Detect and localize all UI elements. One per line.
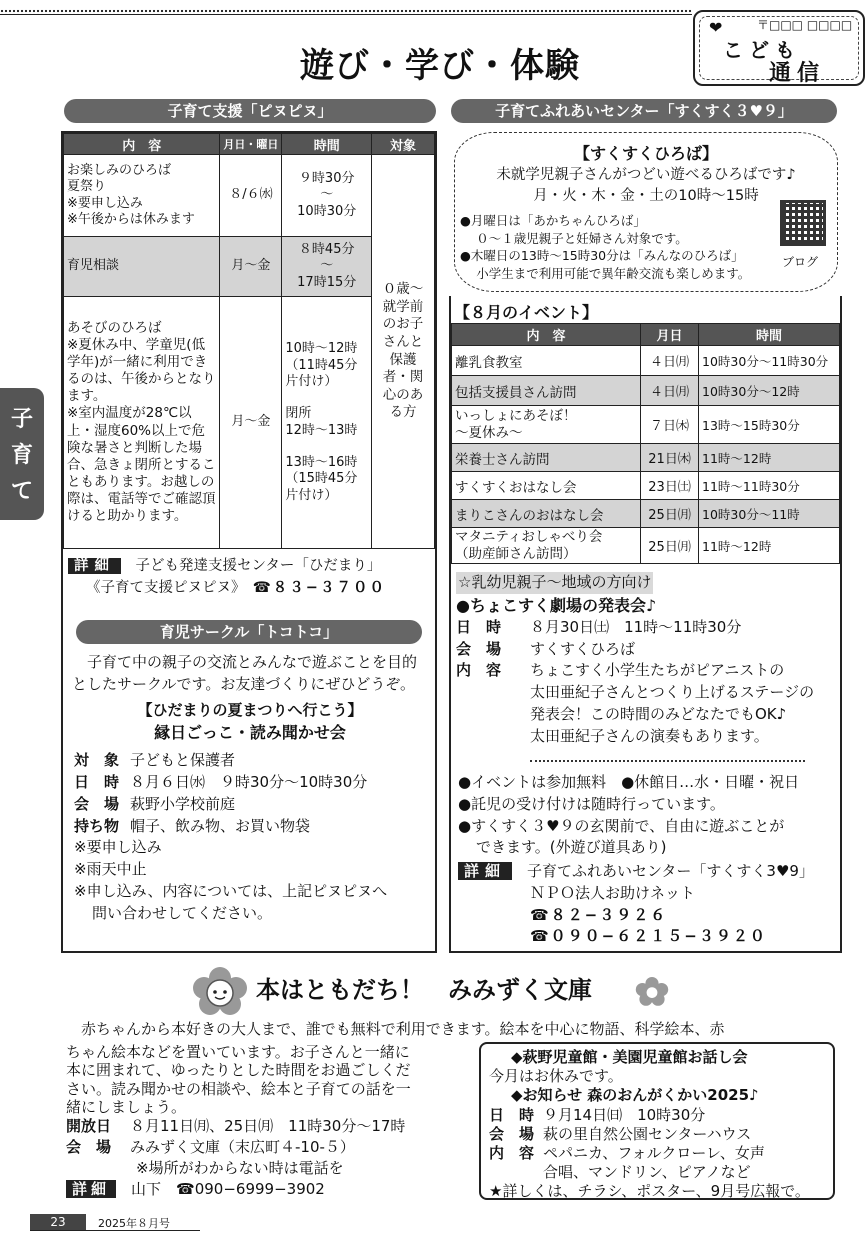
side-tab-kosodate xyxy=(0,388,44,520)
event-content: 包括支援員さん訪問 xyxy=(452,376,641,406)
row3-date: 月〜金 xyxy=(220,297,282,549)
event-time: 11時〜12時 xyxy=(699,528,840,564)
row2-content: 育児相談 xyxy=(64,237,220,297)
ohanashi-box xyxy=(479,1042,835,1200)
book-detail: 詳細 山下 ☎090−6999−3902 xyxy=(66,1179,476,1200)
hiroba-line1: 未就学児親子さんがつどい遊べるひろばです♪ xyxy=(496,167,796,184)
tokotoko-header: 育児サークル「トコトコ」 xyxy=(76,620,422,644)
book-item: 会 場 みみずく文庫（末広町４-10-５） xyxy=(66,1138,355,1156)
hiroba-title: 【すくすくひろば】 xyxy=(573,144,718,163)
badge-postal: 〒□□□ □□□□ xyxy=(757,18,853,32)
event-content: すくすくおはなし会 xyxy=(452,472,641,500)
row2-time: ８時45分 〜 17時15分 xyxy=(282,237,372,297)
event-date: 21日㈭ xyxy=(641,444,699,472)
box-item: 日 時 ９月14日㈰ 10時30分 xyxy=(489,1105,706,1124)
chokosuku-heading: ☆乳幼児親子〜地域の方向け xyxy=(456,572,653,594)
note-line: できます。(外遊び道具あり) xyxy=(476,838,667,857)
blog-label: ブログ xyxy=(782,255,819,269)
event-time: 13時〜15時30分 xyxy=(699,406,840,444)
book-intro-rest xyxy=(66,1043,476,1116)
col-header-date: 月日・曜日 xyxy=(220,134,282,155)
row1-time: ９時30分 〜 10時30分 xyxy=(282,155,372,237)
tokotoko-item: 日 時 ８月６日㈬ ９時30分〜10時30分 xyxy=(74,773,368,792)
detail-line2: ＮＰＯ法人お助けネット xyxy=(530,883,696,902)
detail-phone2: ☎０９０−６２１５−３９２０ xyxy=(530,927,767,946)
tokotoko-note: ※雨天中止 xyxy=(74,860,147,879)
book-title: 本はともだち！ みみずく文庫 xyxy=(256,976,592,1004)
tokotoko-note: 問い合わせしてください。 xyxy=(92,903,273,922)
page-number: 23 xyxy=(30,1214,86,1231)
tokotoko-event-title: 【ひだまりの夏まつりへ行こう】 xyxy=(137,700,363,719)
detail-line1: 子ども発達支援センター「ひだまり」 xyxy=(135,558,382,574)
book-info xyxy=(66,1116,476,1200)
event-date: ４日㈪ xyxy=(641,346,699,376)
hiroba-notes xyxy=(460,212,780,282)
event-time: 11時〜12時 xyxy=(699,444,840,472)
event-date: ７日㈭ xyxy=(641,406,699,444)
badge-line2: 通信 xyxy=(769,61,826,86)
box-line3: ◆お知らせ 森のおんがくかい2025♪ xyxy=(511,1086,759,1105)
box-item: 内 容 ペパニカ、フォルクローレ、女声 xyxy=(489,1143,765,1162)
event-content: いっしょにあそぼ！ 〜夏休み〜 xyxy=(452,406,641,444)
top-rule xyxy=(0,14,692,15)
ev-col-time: 時間 xyxy=(699,324,840,346)
intro-line: さい。読み聞かせの相談や、絵本と子育ての話を一 xyxy=(66,1079,411,1098)
pinupinu-table xyxy=(63,133,435,549)
heart-icon: ❤ xyxy=(709,18,723,37)
box-footer: ★詳しくは、チラシ、ポスター、9月号広報で。 xyxy=(489,1182,810,1201)
row3-content: あそびのひろば ※夏休み中、学童児(低学年)が一緒に利用できるのは、午後からとなります。 ※室内温度が28℃以上・湿度60%以上で危険な暑さと判断した場合、急きょ閉所とすることもあります。お越しの際は、電話等でご確認頂けると助かります。 xyxy=(64,297,220,549)
chokosuku-item: 内 容 ちょこすく小学生たちがピアニストの xyxy=(456,661,785,680)
tokotoko-note: ※要申し込み xyxy=(74,838,162,857)
book-venue-note: ※場所がわからない時は電話を xyxy=(136,1159,344,1177)
sukusuku-notes xyxy=(458,772,840,859)
ev-col-date: 月日 xyxy=(641,324,699,346)
target-cell: ０歳〜就学前のお子さんと保護者・関心のある方 xyxy=(372,155,435,549)
col-header-target: 対象 xyxy=(372,134,435,155)
detail-key: 詳細 xyxy=(458,862,512,880)
hiroba-note2b: 小学生まで利用可能で異年齢交流も楽しめます。 xyxy=(476,265,751,281)
dotted-divider xyxy=(530,760,805,762)
chokosuku-content-more: 発表会！この時間のみどなたでもOK♪ xyxy=(530,704,787,723)
event-time: 10時30分〜11時 xyxy=(699,500,840,528)
events-table xyxy=(451,323,840,564)
row2-date: 月〜金 xyxy=(220,237,282,297)
badge-line1: こども xyxy=(723,38,801,62)
flower-icon xyxy=(190,966,250,1018)
hiroba-section xyxy=(460,143,832,206)
note-line: ●イベントは参加無料 ●休館日…水・日曜・祝日 xyxy=(458,773,800,791)
tokotoko-intro: 子育て中の親子の交流とみんなで遊ぶことを目的としたサークルです。お友達づくりにぜひどうぞ。 xyxy=(72,653,418,693)
page-title: 遊び・学び・体験 xyxy=(300,46,580,86)
chokosuku-content-more: 太田亜紀子さんとつくり上げるステージの xyxy=(530,683,815,702)
detail-phone1: ☎８２−３９２６ xyxy=(530,905,668,924)
sukusuku-detail xyxy=(458,861,840,948)
tokotoko-note: ※申し込み、内容については、上記ピヌピヌへ xyxy=(74,881,388,900)
event-date: 25日㈪ xyxy=(641,528,699,564)
issue-label: 2025年８月号 xyxy=(98,1217,170,1230)
box-item: 会 場 萩の里自然公園センターハウス xyxy=(489,1124,752,1143)
hiroba-note1b: ０〜１歳児親子と妊婦さん対象です。 xyxy=(476,230,688,246)
detail-key: 詳細 xyxy=(68,558,121,574)
detail-line1: 子育てふれあいセンター「すくすく3♥9」 xyxy=(527,862,814,880)
col-header-time: 時間 xyxy=(282,134,372,155)
event-time: 11時〜11時30分 xyxy=(699,472,840,500)
event-date: 23日㈯ xyxy=(641,472,699,500)
hiroba-note2: ●木曜日の13時〜15時30分は「みんなのひろば」 xyxy=(460,248,744,263)
tokotoko-event-sub: 縁日ごっこ・読み聞かせ会 xyxy=(154,723,346,743)
book-intro-first: 赤ちゃんから本好きの大人まで、誰でも無料で利用できます。絵本を中心に物語、科学絵本、赤 xyxy=(81,1020,725,1038)
chokosuku-title: ●ちょこすく劇場の発表会♪ xyxy=(456,595,657,615)
hiroba-line2: 月・火・木・金・土の10時〜15時 xyxy=(533,187,759,204)
box-content-more: 合唱、マンドリン、ピアノなど xyxy=(543,1163,751,1182)
detail-line2: 《子育て支援ピヌピヌ》 xyxy=(86,579,239,596)
event-content: 離乳食教室 xyxy=(452,346,641,376)
events-title: 【８月のイベント】 xyxy=(454,303,599,322)
row3-time: 10時〜12時 （11時45分片付け） 閉所 12時〜13時 13時〜16時 （15時45分片付け） xyxy=(282,297,372,549)
intro-line: ちゃん絵本などを置いています。お子さんと一緒に xyxy=(66,1043,410,1061)
hiroba-note1: ●月曜日は「あかちゃんひろば」 xyxy=(460,213,646,228)
event-time: 10時30分〜12時 xyxy=(699,376,840,406)
book-item: 開放日 ８月11日㈪、25日㈪ 11時30分〜17時 xyxy=(66,1117,406,1135)
ev-col-content: 内 容 xyxy=(452,324,641,346)
box-line2: 今月はお休みです。 xyxy=(489,1067,623,1086)
tokotoko-item: 対 象 子どもと保護者 xyxy=(74,751,236,770)
blog-qr-code-icon[interactable] xyxy=(780,200,826,246)
event-time: 10時30分〜11時30分 xyxy=(699,346,840,376)
intro-line: 本に囲まれて、ゆったりとした時間をお過ごしくだ xyxy=(66,1061,411,1080)
kodomo-tsushin-badge xyxy=(693,10,865,86)
footer-rule xyxy=(30,1230,200,1231)
chokosuku-content-more: 太田亜紀子さんの演奏もあります。 xyxy=(530,726,769,745)
note-line: ●託児の受け付けは随時行っています。 xyxy=(458,794,725,813)
side-tab-label: 子育て xyxy=(11,407,34,504)
chokosuku-item: 日 時 ８月30日㈯ 11時〜11時30分 xyxy=(456,617,742,636)
event-date: 25日㈪ xyxy=(641,500,699,528)
pinupinu-detail xyxy=(68,556,430,600)
event-content: まりこさんのおはなし会 xyxy=(452,500,641,528)
row1-date: ８/６㈬ xyxy=(220,155,282,237)
box-line1: ◆萩野児童館・美園児童館お話し会 xyxy=(511,1048,748,1066)
chokosuku-section xyxy=(456,572,838,747)
tokotoko-item: 会 場 萩野小学校前庭 xyxy=(74,794,236,813)
pinupinu-header: 子育て支援「ピヌピヌ」 xyxy=(64,99,436,123)
event-content: マタニティおしゃべり会 （助産師さん訪問） xyxy=(452,528,641,564)
chokosuku-item: 会 場 すくすくひろば xyxy=(456,639,636,658)
note-line: ●すくすく３♥９の玄関前で、自由に遊ぶことが xyxy=(458,816,785,835)
detail-phone: ☎８３−３７００ xyxy=(252,579,386,596)
row1-content: お楽しみのひろば 夏祭り ※要申し込み ※午後からは休みます xyxy=(64,155,220,237)
event-date: ４日㈪ xyxy=(641,376,699,406)
small-flower-icon xyxy=(634,976,670,1008)
event-content: 栄養士さん訪問 xyxy=(452,444,641,472)
intro-line: 緒にしましょう。 xyxy=(66,1097,187,1116)
tokotoko-item: 持ち物 帽子、飲み物、お買い物袋 xyxy=(74,816,311,835)
tokotoko-section xyxy=(72,652,428,924)
sukusuku-header: 子育てふれあいセンター「すくすく３♥９」 xyxy=(451,99,837,123)
col-header-content: 内 容 xyxy=(64,134,220,155)
